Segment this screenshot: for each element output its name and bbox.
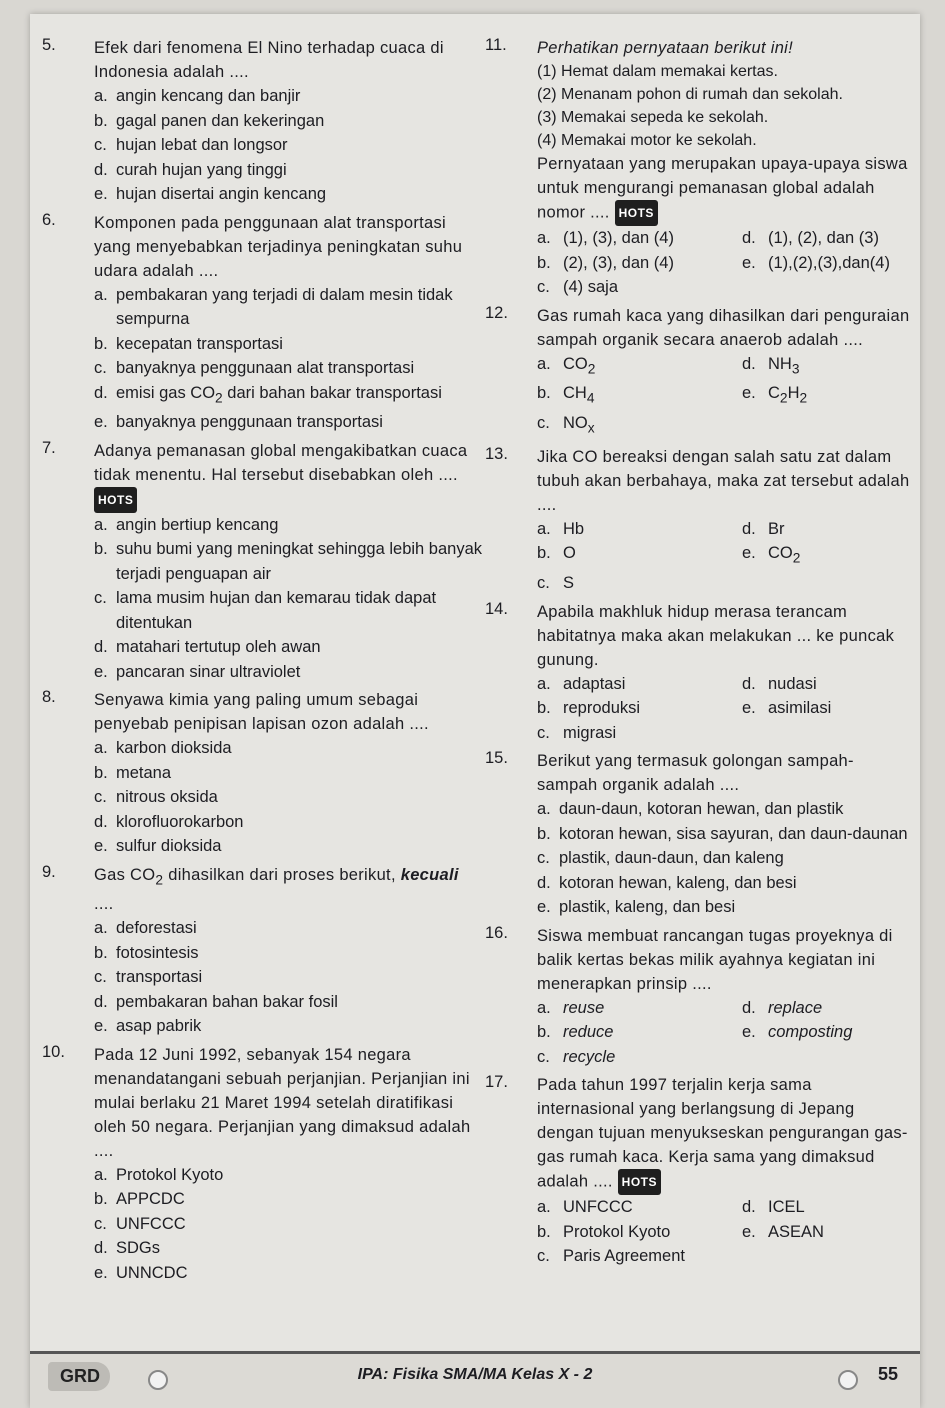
- option-b[interactable]: b. metana: [94, 763, 172, 782]
- option-b[interactable]: b. O: [537, 544, 576, 563]
- page-footer: [30, 1351, 920, 1408]
- circle-icon: [838, 1370, 858, 1390]
- option-a[interactable]: a. pembakaran yang terjadi di dalam mesin tidak sempurna: [94, 285, 453, 328]
- option-d[interactable]: d. curah hujan yang tinggi: [94, 160, 287, 179]
- option-a[interactable]: a. daun-daun, kotoran hewan, dan plastik: [537, 800, 844, 819]
- option-d[interactable]: d. klorofluorokarbon: [94, 812, 244, 831]
- question-14: [485, 600, 913, 746]
- question-number: 10.: [42, 1042, 65, 1061]
- option-d[interactable]: d. nudasi: [742, 674, 817, 693]
- option-e[interactable]: e. banyaknya penggunaan transportasi: [94, 413, 383, 432]
- option-b[interactable]: b. reduce: [537, 1023, 614, 1042]
- question-stem: Pada tahun 1997 terjalin kerja sama internasional yang berlangsung di Jepang dengan tujuan menyukseskan pengurangan gas-gas rumah kaca. Kerja sama yang dimaksud adalah .... HOTS: [537, 1073, 913, 1195]
- option-d[interactable]: d. emisi gas $CO_2$ dari bahan bakar transportasi: [94, 383, 442, 405]
- question-13: [485, 445, 913, 596]
- option-a[interactable]: a. $CO_2$: [537, 354, 596, 376]
- question-number: 8.: [42, 688, 56, 707]
- question-number: 17.: [485, 1073, 508, 1092]
- question-8: [42, 688, 482, 859]
- question-number: 6.: [42, 210, 56, 229]
- option-a[interactable]: a. angin kencang dan banjir: [94, 87, 301, 105]
- statement-3: (3) Memakai sepeda ke sekolah.: [537, 109, 769, 126]
- option-a[interactable]: a. angin bertiup kencang: [94, 515, 279, 534]
- option-d[interactable]: d. pembakaran bahan bakar fosil: [94, 992, 338, 1011]
- option-a[interactable]: a. Protokol Kyoto: [94, 1165, 224, 1184]
- question-number: 5.: [42, 36, 56, 54]
- question-number: 9.: [42, 862, 56, 881]
- option-c[interactable]: c. (4) saja: [537, 278, 619, 296]
- question-stem: Apabila makhluk hidup merasa terancam habitatnya maka akan melakukan ... ke puncak gunung.: [537, 602, 895, 669]
- option-c[interactable]: c. migrasi: [537, 723, 617, 742]
- option-c[interactable]: c. transportasi: [94, 968, 203, 987]
- option-c[interactable]: c. lama musim hujan dan kemarau tidak dapat ditentukan: [94, 589, 437, 632]
- question-15: [485, 749, 913, 920]
- statement-4: (4) Memakai motor ke sekolah.: [537, 132, 757, 149]
- question-stem: Senyawa kimia yang paling umum sebagai penyebab penipisan lapisan ozon adalah ....: [94, 691, 429, 734]
- option-a[interactable]: a. deforestasi: [94, 919, 197, 938]
- option-e[interactable]: e. asimilasi: [742, 699, 832, 718]
- option-e[interactable]: e. ASEAN: [742, 1222, 824, 1241]
- question-number: 11.: [485, 36, 507, 54]
- hots-badge: HOTS: [94, 487, 137, 513]
- option-a[interactable]: a. (1), (3), dan (4): [537, 229, 674, 247]
- option-d[interactable]: d. ICEL: [742, 1198, 805, 1217]
- option-c[interactable]: c. Paris Agreement: [537, 1247, 685, 1266]
- question-stem: Gas rumah kaca yang dihasilkan dari penguraian sampah organik secara anaerob adalah ....: [537, 306, 910, 349]
- option-c[interactable]: c. recycle: [537, 1047, 616, 1066]
- option-e[interactable]: e. composting: [742, 1023, 853, 1042]
- question-stem: Komponen pada penggunaan alat transportasi yang menyebabkan terjadinya peningkatan suhu udara adalah ....: [94, 213, 463, 280]
- option-b[interactable]: b. kecepatan transportasi: [94, 334, 283, 353]
- option-d[interactable]: d. replace: [742, 998, 823, 1017]
- option-c[interactable]: c. $NO_x$: [537, 414, 595, 436]
- page-number: 55: [877, 1364, 898, 1384]
- option-b[interactable]: b. fotosintesis: [94, 943, 199, 962]
- question-9: [42, 863, 482, 1039]
- question-number: 12.: [485, 303, 508, 322]
- book-title: IPA: Fisika SMA/MA Kelas X - 2: [357, 1366, 593, 1383]
- option-d[interactable]: d. $NH_3$: [742, 354, 800, 376]
- question-number: 15.: [485, 749, 508, 768]
- right-column: [485, 36, 913, 1273]
- question-5: [42, 36, 482, 207]
- question-number: 13.: [485, 444, 508, 463]
- left-column: [42, 36, 482, 1289]
- option-e[interactable]: e. hujan disertai angin kencang: [94, 185, 327, 203]
- option-c[interactable]: c. S: [537, 574, 575, 593]
- option-c[interactable]: c. nitrous oksida: [94, 788, 218, 807]
- question-6: [42, 211, 482, 435]
- question-stem: Pada 12 Juni 1992, sebanyak 154 negara menandatangani sebuah perjanjian. Perjanjian ini mulai berlaku 21 Maret 1994 setelah diratifikasi oleh 50 negara. Perjanjian yang dimaksud adalah ....: [94, 1045, 471, 1160]
- option-e[interactable]: e. (1),(2),(3),dan(4): [742, 253, 890, 272]
- hots-badge: HOTS: [618, 1169, 661, 1195]
- option-e[interactable]: e. pancaran sinar ultraviolet: [94, 662, 301, 681]
- statement-1: (1) Hemat dalam memakai kertas.: [537, 63, 778, 80]
- question-11: [485, 36, 913, 300]
- option-b[interactable]: b. gagal panen dan kekeringan: [94, 111, 325, 130]
- option-d[interactable]: d. kotoran hewan, kaleng, dan besi: [537, 873, 797, 892]
- question-stem: Siswa membuat rancangan tugas proyeknya di balik kertas bekas milik ayahnya kegiatan ini menerapkan prinsip ....: [537, 926, 893, 993]
- option-d[interactable]: d. SDGs: [94, 1239, 161, 1258]
- question-number: 7.: [42, 438, 56, 457]
- option-d[interactable]: d. matahari tertutup oleh awan: [94, 638, 321, 657]
- option-c[interactable]: c. UNFCCC: [94, 1214, 186, 1233]
- option-b[interactable]: b. reproduksi: [537, 699, 641, 718]
- question-stem: Adanya pemanasan global mengakibatkan cuaca tidak menentu. Hal tersebut disebabkan oleh .... HOTS: [94, 439, 482, 513]
- question-number: 14.: [485, 599, 508, 618]
- option-a[interactable]: a. reuse: [537, 998, 605, 1017]
- option-d[interactable]: d. Br: [742, 519, 785, 538]
- question-stem: Efek dari fenomena El Nino terhadap cuaca di Indonesia adalah ....: [94, 39, 444, 81]
- option-a[interactable]: a. Hb: [537, 519, 585, 538]
- question-7: [42, 439, 482, 685]
- option-e[interactable]: e. plastik, kaleng, dan besi: [537, 898, 736, 917]
- statement-2: (2) Menanam pohon di rumah dan sekolah.: [537, 86, 843, 103]
- option-b[interactable]: b. APPCDC: [94, 1190, 185, 1209]
- question-17: [485, 1073, 913, 1269]
- option-e[interactable]: e. asap pabrik: [94, 1017, 202, 1036]
- option-c[interactable]: c. hujan lebat dan longsor: [94, 136, 288, 154]
- option-c[interactable]: c. plastik, daun-daun, dan kaleng: [537, 849, 784, 868]
- option-b[interactable]: b. $CH_4$: [537, 384, 595, 406]
- option-c[interactable]: c. banyaknya penggunaan alat transportasi: [94, 359, 415, 377]
- option-b[interactable]: b. Protokol Kyoto: [537, 1222, 671, 1241]
- brand-logo: GRD: [48, 1362, 110, 1391]
- option-d[interactable]: d. (1), (2), dan (3): [742, 229, 879, 247]
- question-number: 16.: [485, 923, 508, 942]
- option-e[interactable]: e. UNNCDC: [94, 1263, 188, 1282]
- option-b[interactable]: b. suhu bumi yang meningkat sehingga lebih banyak terjadi penguapan air: [94, 540, 482, 583]
- option-b[interactable]: b. (2), (3), dan (4): [537, 253, 674, 272]
- option-a[interactable]: a. karbon dioksida: [94, 739, 232, 758]
- option-a[interactable]: a. adaptasi: [537, 674, 626, 693]
- worksheet-page: [30, 14, 920, 1408]
- question-stem: Perhatikan pernyataan berikut ini!: [537, 39, 794, 57]
- question-stem: Jika CO bereaksi dengan salah satu zat dalam tubuh akan berbahaya, maka zat tersebut adalah ....: [537, 447, 910, 514]
- question-16: [485, 924, 913, 1070]
- question-12: [485, 304, 913, 441]
- hots-badge: HOTS: [615, 200, 658, 226]
- question-stem: Berikut yang termasuk golongan sampah-sampah organik adalah ....: [537, 752, 854, 795]
- question-10: [42, 1043, 482, 1286]
- option-e[interactable]: e. $C_2H_2$: [742, 384, 808, 406]
- option-a[interactable]: a. UNFCCC: [537, 1198, 633, 1217]
- question-stem-2: Pernyataan yang merupakan upaya-upaya siswa untuk mengurangi pemanasan global adalah nomor .... HOTS: [537, 152, 913, 226]
- option-b[interactable]: b. kotoran hewan, sisa sayuran, dan daun-daunan: [537, 824, 908, 843]
- option-e[interactable]: e. sulfur dioksida: [94, 837, 222, 856]
- question-stem: Gas $CO_2$ dihasilkan dari proses berikut, kecuali ....: [94, 865, 459, 914]
- option-e[interactable]: e. $CO_2$: [742, 544, 801, 566]
